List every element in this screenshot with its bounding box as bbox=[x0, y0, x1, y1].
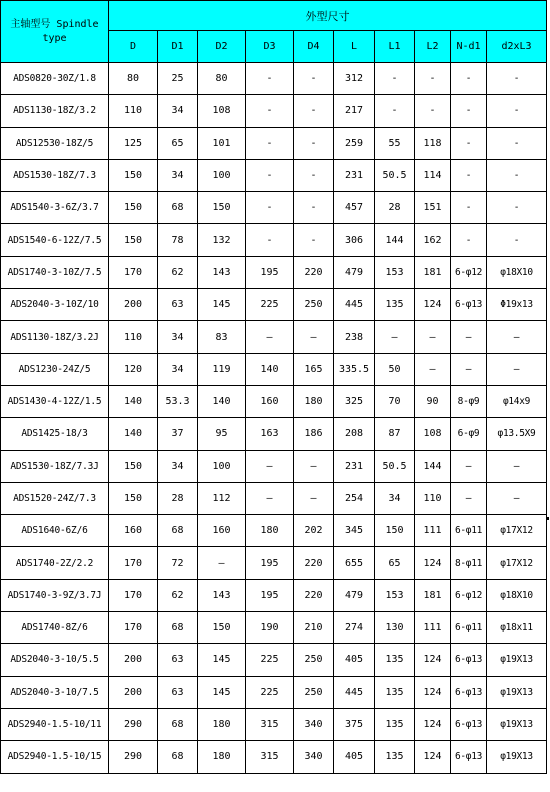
dimension-cell: 150 bbox=[198, 612, 246, 644]
dimension-cell: 53.3 bbox=[158, 385, 198, 417]
spindle-model-cell: ADS1130-18Z/3.2 bbox=[1, 95, 109, 127]
dimension-cell: 150 bbox=[109, 159, 158, 191]
dimension-cell: 290 bbox=[109, 741, 158, 773]
dimension-cell: 306 bbox=[334, 224, 375, 256]
spindle-model-cell: ADS1530-18Z/7.3J bbox=[1, 450, 109, 482]
dimensions-group-header: 外型尺寸 bbox=[109, 1, 547, 31]
dimension-cell: 6-φ11 bbox=[451, 612, 487, 644]
spindle-model-cell: ADS1230-24Z/5 bbox=[1, 353, 109, 385]
dimension-cell: 180 bbox=[294, 385, 334, 417]
dimension-cell: 151 bbox=[415, 192, 451, 224]
dimension-cell: φ14x9 bbox=[487, 385, 547, 417]
dimension-cell: 479 bbox=[334, 256, 375, 288]
dimension-cell: 70 bbox=[375, 385, 415, 417]
dimension-cell: - bbox=[246, 63, 294, 95]
dimension-cell: 143 bbox=[198, 579, 246, 611]
dimension-cell: 6-φ9 bbox=[451, 418, 487, 450]
dimension-cell: 345 bbox=[334, 515, 375, 547]
dimension-cell: — bbox=[487, 353, 547, 385]
dimension-cell: 78 bbox=[158, 224, 198, 256]
dimension-cell: 445 bbox=[334, 676, 375, 708]
dimension-cell: 200 bbox=[109, 676, 158, 708]
table-row bbox=[1, 127, 547, 159]
dimension-cell: 110 bbox=[109, 321, 158, 353]
table-body bbox=[1, 63, 547, 774]
spindle-model-cell: ADS2040-3-10/7.5 bbox=[1, 676, 109, 708]
dimension-cell: - bbox=[487, 159, 547, 191]
spindle-model-cell: ADS1640-6Z/6 bbox=[1, 515, 109, 547]
column-header: N-d1 bbox=[451, 31, 487, 63]
dimension-cell: - bbox=[487, 192, 547, 224]
dimension-cell: 124 bbox=[415, 676, 451, 708]
dimension-cell: 28 bbox=[158, 482, 198, 514]
dimension-cell: 119 bbox=[198, 353, 246, 385]
dimension-cell: 25 bbox=[158, 63, 198, 95]
dimension-cell: — bbox=[451, 321, 487, 353]
dimension-cell: - bbox=[451, 224, 487, 256]
dimension-cell: 180 bbox=[246, 515, 294, 547]
dimension-cell: 6-φ12 bbox=[451, 579, 487, 611]
dimension-cell: 290 bbox=[109, 708, 158, 740]
dimension-cell: 254 bbox=[334, 482, 375, 514]
spindle-model-cell: ADS1430-4-12Z/1.5 bbox=[1, 385, 109, 417]
dimension-cell: 135 bbox=[375, 289, 415, 321]
dimension-cell: 145 bbox=[198, 644, 246, 676]
table-row bbox=[1, 418, 547, 450]
dimension-cell: - bbox=[487, 95, 547, 127]
table-row bbox=[1, 612, 547, 644]
dimension-cell: 6-φ13 bbox=[451, 741, 487, 773]
spindle-model-cell: ADS1130-18Z/3.2J bbox=[1, 321, 109, 353]
spindle-model-cell: ADS1540-3-6Z/3.7 bbox=[1, 192, 109, 224]
dimension-cell: 114 bbox=[415, 159, 451, 191]
dimension-cell: 132 bbox=[198, 224, 246, 256]
dimension-cell: 80 bbox=[198, 63, 246, 95]
dimension-cell: 405 bbox=[334, 741, 375, 773]
dimension-cell: 655 bbox=[334, 547, 375, 579]
dimension-cell: 8-φ11 bbox=[451, 547, 487, 579]
edge-mark bbox=[546, 517, 549, 520]
dimension-cell: 170 bbox=[109, 547, 158, 579]
dimension-cell: 140 bbox=[246, 353, 294, 385]
dimension-cell: - bbox=[415, 95, 451, 127]
table-row bbox=[1, 708, 547, 740]
dimension-cell: — bbox=[451, 482, 487, 514]
dimension-cell: - bbox=[294, 159, 334, 191]
dimension-cell: 375 bbox=[334, 708, 375, 740]
dimension-cell: φ18X10 bbox=[487, 256, 547, 288]
dimension-cell: 6-φ12 bbox=[451, 256, 487, 288]
dimension-cell: 250 bbox=[294, 644, 334, 676]
dimension-cell: - bbox=[246, 224, 294, 256]
dimension-cell: 220 bbox=[294, 256, 334, 288]
dimension-cell: — bbox=[198, 547, 246, 579]
dimension-cell: - bbox=[246, 192, 294, 224]
dimension-cell: 140 bbox=[109, 418, 158, 450]
dimension-cell: — bbox=[294, 482, 334, 514]
dimension-cell: 120 bbox=[109, 353, 158, 385]
table-row bbox=[1, 741, 547, 773]
dimension-cell: 108 bbox=[198, 95, 246, 127]
dimension-cell: 200 bbox=[109, 289, 158, 321]
dimension-cell: 180 bbox=[198, 708, 246, 740]
table-row bbox=[1, 63, 547, 95]
dimension-cell: — bbox=[487, 482, 547, 514]
dimension-cell: 118 bbox=[415, 127, 451, 159]
dimension-cell: 315 bbox=[246, 741, 294, 773]
table-row bbox=[1, 515, 547, 547]
dimension-cell: φ18x11 bbox=[487, 612, 547, 644]
dimension-cell: 68 bbox=[158, 515, 198, 547]
dimension-cell: - bbox=[294, 63, 334, 95]
dimension-cell: 220 bbox=[294, 579, 334, 611]
dimension-cell: - bbox=[451, 192, 487, 224]
dimension-cell: 111 bbox=[415, 612, 451, 644]
dimension-cell: 135 bbox=[375, 676, 415, 708]
dimension-cell: 124 bbox=[415, 741, 451, 773]
dimension-cell: 34 bbox=[158, 95, 198, 127]
spindle-model-cell: ADS1520-24Z/7.3 bbox=[1, 482, 109, 514]
dimension-cell: — bbox=[487, 450, 547, 482]
dimension-cell: 34 bbox=[375, 482, 415, 514]
dimension-cell: 6-φ13 bbox=[451, 708, 487, 740]
column-header: D bbox=[109, 31, 158, 63]
spindle-model-cell: ADS2940-1.5-10/11 bbox=[1, 708, 109, 740]
dimension-cell: 68 bbox=[158, 741, 198, 773]
spindle-model-cell: ADS1740-3-9Z/3.7J bbox=[1, 579, 109, 611]
dimension-cell: 160 bbox=[246, 385, 294, 417]
dimension-cell: 100 bbox=[198, 159, 246, 191]
dimension-cell: 100 bbox=[198, 450, 246, 482]
dimension-cell: 110 bbox=[109, 95, 158, 127]
dimension-cell: 6-φ13 bbox=[451, 644, 487, 676]
dimension-cell: 34 bbox=[158, 353, 198, 385]
dimension-cell: 150 bbox=[375, 515, 415, 547]
dimension-cell: 55 bbox=[375, 127, 415, 159]
dimension-cell: 162 bbox=[415, 224, 451, 256]
dimension-cell: — bbox=[415, 321, 451, 353]
dimension-cell: φ19X13 bbox=[487, 644, 547, 676]
dimension-cell: 150 bbox=[109, 192, 158, 224]
dimension-cell: 217 bbox=[334, 95, 375, 127]
dimension-cell: 50 bbox=[375, 353, 415, 385]
dimension-cell: 150 bbox=[198, 192, 246, 224]
dimension-cell: 68 bbox=[158, 612, 198, 644]
dimension-cell: 231 bbox=[334, 450, 375, 482]
dimension-cell: 335.5 bbox=[334, 353, 375, 385]
table-row bbox=[1, 644, 547, 676]
dimension-cell: 34 bbox=[158, 450, 198, 482]
dimension-cell: 68 bbox=[158, 192, 198, 224]
dimension-cell: φ19X13 bbox=[487, 708, 547, 740]
dimension-cell: 140 bbox=[198, 385, 246, 417]
dimension-cell: 62 bbox=[158, 256, 198, 288]
table-row bbox=[1, 321, 547, 353]
dimension-cell: 143 bbox=[198, 256, 246, 288]
dimension-cell: 63 bbox=[158, 676, 198, 708]
dimension-cell: 112 bbox=[198, 482, 246, 514]
dimension-cell: 63 bbox=[158, 289, 198, 321]
dimension-cell: 124 bbox=[415, 289, 451, 321]
dimension-cell: φ19X13 bbox=[487, 741, 547, 773]
dimension-cell: 250 bbox=[294, 289, 334, 321]
dimension-cell: 65 bbox=[375, 547, 415, 579]
dimension-cell: 153 bbox=[375, 256, 415, 288]
dimension-cell: 8-φ9 bbox=[451, 385, 487, 417]
table-row bbox=[1, 385, 547, 417]
dimension-cell: - bbox=[487, 224, 547, 256]
dimension-cell: - bbox=[451, 159, 487, 191]
dimension-cell: 124 bbox=[415, 708, 451, 740]
dimension-cell: 150 bbox=[109, 482, 158, 514]
dimension-cell: — bbox=[246, 321, 294, 353]
dimension-cell: 479 bbox=[334, 579, 375, 611]
dimension-cell: - bbox=[294, 224, 334, 256]
dimension-cell: 101 bbox=[198, 127, 246, 159]
dimension-cell: 110 bbox=[415, 482, 451, 514]
dimension-cell: 135 bbox=[375, 708, 415, 740]
dimension-cell: — bbox=[451, 450, 487, 482]
dimension-cell: - bbox=[451, 95, 487, 127]
dimension-cell: 111 bbox=[415, 515, 451, 547]
dimension-cell: - bbox=[294, 95, 334, 127]
table-row bbox=[1, 579, 547, 611]
dimension-cell: 37 bbox=[158, 418, 198, 450]
dimension-cell: — bbox=[375, 321, 415, 353]
dimension-cell: φ17X12 bbox=[487, 515, 547, 547]
dimension-cell: 315 bbox=[246, 708, 294, 740]
dimension-cell: 225 bbox=[246, 644, 294, 676]
dimension-cell: 6-φ13 bbox=[451, 289, 487, 321]
dimension-cell: 457 bbox=[334, 192, 375, 224]
dimension-cell: 202 bbox=[294, 515, 334, 547]
dimension-cell: - bbox=[487, 63, 547, 95]
spindle-model-cell: ADS1540-6-12Z/7.5 bbox=[1, 224, 109, 256]
dimension-cell: 50.5 bbox=[375, 159, 415, 191]
dimension-cell: 160 bbox=[109, 515, 158, 547]
dimension-cell: — bbox=[246, 482, 294, 514]
dimension-cell: — bbox=[487, 321, 547, 353]
dimension-cell: - bbox=[451, 63, 487, 95]
spindle-model-cell: ADS2940-1.5-10/15 bbox=[1, 741, 109, 773]
spindle-model-cell: ADS1740-8Z/6 bbox=[1, 612, 109, 644]
spindle-model-cell: ADS0820-30Z/1.8 bbox=[1, 63, 109, 95]
dimension-cell: 160 bbox=[198, 515, 246, 547]
dimension-cell: 200 bbox=[109, 644, 158, 676]
dimension-cell: 170 bbox=[109, 612, 158, 644]
dimension-cell: 340 bbox=[294, 741, 334, 773]
dimension-cell: 135 bbox=[375, 644, 415, 676]
dimension-cell: 83 bbox=[198, 321, 246, 353]
dimension-cell: 445 bbox=[334, 289, 375, 321]
dimension-cell: Φ19x13 bbox=[487, 289, 547, 321]
dimension-cell: φ17X12 bbox=[487, 547, 547, 579]
dimension-cell: 90 bbox=[415, 385, 451, 417]
dimension-cell: - bbox=[246, 159, 294, 191]
table-row bbox=[1, 256, 547, 288]
table-row bbox=[1, 159, 547, 191]
dimension-cell: - bbox=[375, 95, 415, 127]
dimension-cell: 87 bbox=[375, 418, 415, 450]
table-row bbox=[1, 547, 547, 579]
dimension-cell: - bbox=[487, 127, 547, 159]
spindle-model-cell: ADS2040-3-10/5.5 bbox=[1, 644, 109, 676]
dimension-cell: φ19X13 bbox=[487, 676, 547, 708]
dimension-cell: 108 bbox=[415, 418, 451, 450]
table-row bbox=[1, 192, 547, 224]
dimension-cell: 186 bbox=[294, 418, 334, 450]
table-header bbox=[1, 1, 547, 63]
dimension-cell: 145 bbox=[198, 289, 246, 321]
dimension-cell: 130 bbox=[375, 612, 415, 644]
dimension-cell: 405 bbox=[334, 644, 375, 676]
table-row bbox=[1, 95, 547, 127]
dimension-cell: 220 bbox=[294, 547, 334, 579]
dimension-cell: 181 bbox=[415, 256, 451, 288]
table-row bbox=[1, 289, 547, 321]
dimension-cell: 195 bbox=[246, 256, 294, 288]
spindle-model-cell: ADS1740-3-10Z/7.5 bbox=[1, 256, 109, 288]
column-header: L1 bbox=[375, 31, 415, 63]
dimension-cell: 150 bbox=[109, 224, 158, 256]
dimension-cell: 95 bbox=[198, 418, 246, 450]
header-row-group bbox=[1, 1, 547, 31]
dimension-cell: 65 bbox=[158, 127, 198, 159]
dimension-cell: 68 bbox=[158, 708, 198, 740]
spindle-model-cell: ADS12530-18Z/5 bbox=[1, 127, 109, 159]
dimension-cell: 6-φ13 bbox=[451, 676, 487, 708]
dimension-cell: 225 bbox=[246, 676, 294, 708]
dimension-cell: 250 bbox=[294, 676, 334, 708]
dimension-cell: φ18X10 bbox=[487, 579, 547, 611]
column-header: D1 bbox=[158, 31, 198, 63]
dimension-cell: 124 bbox=[415, 644, 451, 676]
dimension-cell: — bbox=[246, 450, 294, 482]
dimension-cell: 28 bbox=[375, 192, 415, 224]
dimension-cell: 165 bbox=[294, 353, 334, 385]
dimension-cell: 170 bbox=[109, 256, 158, 288]
dimension-cell: 274 bbox=[334, 612, 375, 644]
spindle-model-cell: ADS1425-18/3 bbox=[1, 418, 109, 450]
column-header: D2 bbox=[198, 31, 246, 63]
dimension-cell: 181 bbox=[415, 579, 451, 611]
dimension-cell: 34 bbox=[158, 159, 198, 191]
dimension-cell: - bbox=[246, 95, 294, 127]
dimension-cell: - bbox=[415, 63, 451, 95]
dimension-cell: 210 bbox=[294, 612, 334, 644]
spindle-model-cell: ADS1740-2Z/2.2 bbox=[1, 547, 109, 579]
dimension-cell: — bbox=[294, 321, 334, 353]
dimension-cell: 140 bbox=[109, 385, 158, 417]
dimension-cell: 135 bbox=[375, 741, 415, 773]
dimension-cell: 63 bbox=[158, 644, 198, 676]
table-row bbox=[1, 353, 547, 385]
dimension-cell: 195 bbox=[246, 547, 294, 579]
dimension-cell: 72 bbox=[158, 547, 198, 579]
spindle-model-cell: ADS1530-18Z/7.3 bbox=[1, 159, 109, 191]
column-header: D3 bbox=[246, 31, 294, 63]
dimension-cell: 170 bbox=[109, 579, 158, 611]
dimension-cell: 259 bbox=[334, 127, 375, 159]
dimension-cell: 62 bbox=[158, 579, 198, 611]
dimension-cell: — bbox=[415, 353, 451, 385]
dimension-cell: 145 bbox=[198, 676, 246, 708]
column-header: d2xL3 bbox=[487, 31, 547, 63]
dimension-cell: 190 bbox=[246, 612, 294, 644]
dimension-cell: 312 bbox=[334, 63, 375, 95]
dimension-cell: φ13.5X9 bbox=[487, 418, 547, 450]
dimension-cell: 34 bbox=[158, 321, 198, 353]
dimension-cell: 225 bbox=[246, 289, 294, 321]
table-row bbox=[1, 676, 547, 708]
dimension-cell: 195 bbox=[246, 579, 294, 611]
dimension-cell: — bbox=[451, 353, 487, 385]
dimension-cell: - bbox=[451, 127, 487, 159]
dimension-cell: 144 bbox=[375, 224, 415, 256]
dimension-cell: — bbox=[294, 450, 334, 482]
column-header: D4 bbox=[294, 31, 334, 63]
dimension-cell: 50.5 bbox=[375, 450, 415, 482]
dimension-cell: 125 bbox=[109, 127, 158, 159]
spindle-model-cell: ADS2040-3-10Z/10 bbox=[1, 289, 109, 321]
dimension-cell: 231 bbox=[334, 159, 375, 191]
table-row bbox=[1, 224, 547, 256]
dimension-cell: - bbox=[294, 127, 334, 159]
dimension-cell: 124 bbox=[415, 547, 451, 579]
table-row bbox=[1, 482, 547, 514]
dimension-cell: 6-φ11 bbox=[451, 515, 487, 547]
dimension-cell: - bbox=[246, 127, 294, 159]
dimension-cell: 144 bbox=[415, 450, 451, 482]
dimension-cell: 150 bbox=[109, 450, 158, 482]
dimension-cell: - bbox=[375, 63, 415, 95]
dimension-cell: 180 bbox=[198, 741, 246, 773]
dimension-cell: - bbox=[294, 192, 334, 224]
dimension-cell: 163 bbox=[246, 418, 294, 450]
dimension-cell: 238 bbox=[334, 321, 375, 353]
table-row bbox=[1, 450, 547, 482]
dimension-cell: 80 bbox=[109, 63, 158, 95]
column-header: L2 bbox=[415, 31, 451, 63]
dimension-cell: 340 bbox=[294, 708, 334, 740]
dimension-cell: 208 bbox=[334, 418, 375, 450]
dimension-cell: 153 bbox=[375, 579, 415, 611]
dimension-cell: 325 bbox=[334, 385, 375, 417]
spindle-type-header: 主轴型号 Spindle type bbox=[1, 1, 109, 63]
column-header: L bbox=[334, 31, 375, 63]
